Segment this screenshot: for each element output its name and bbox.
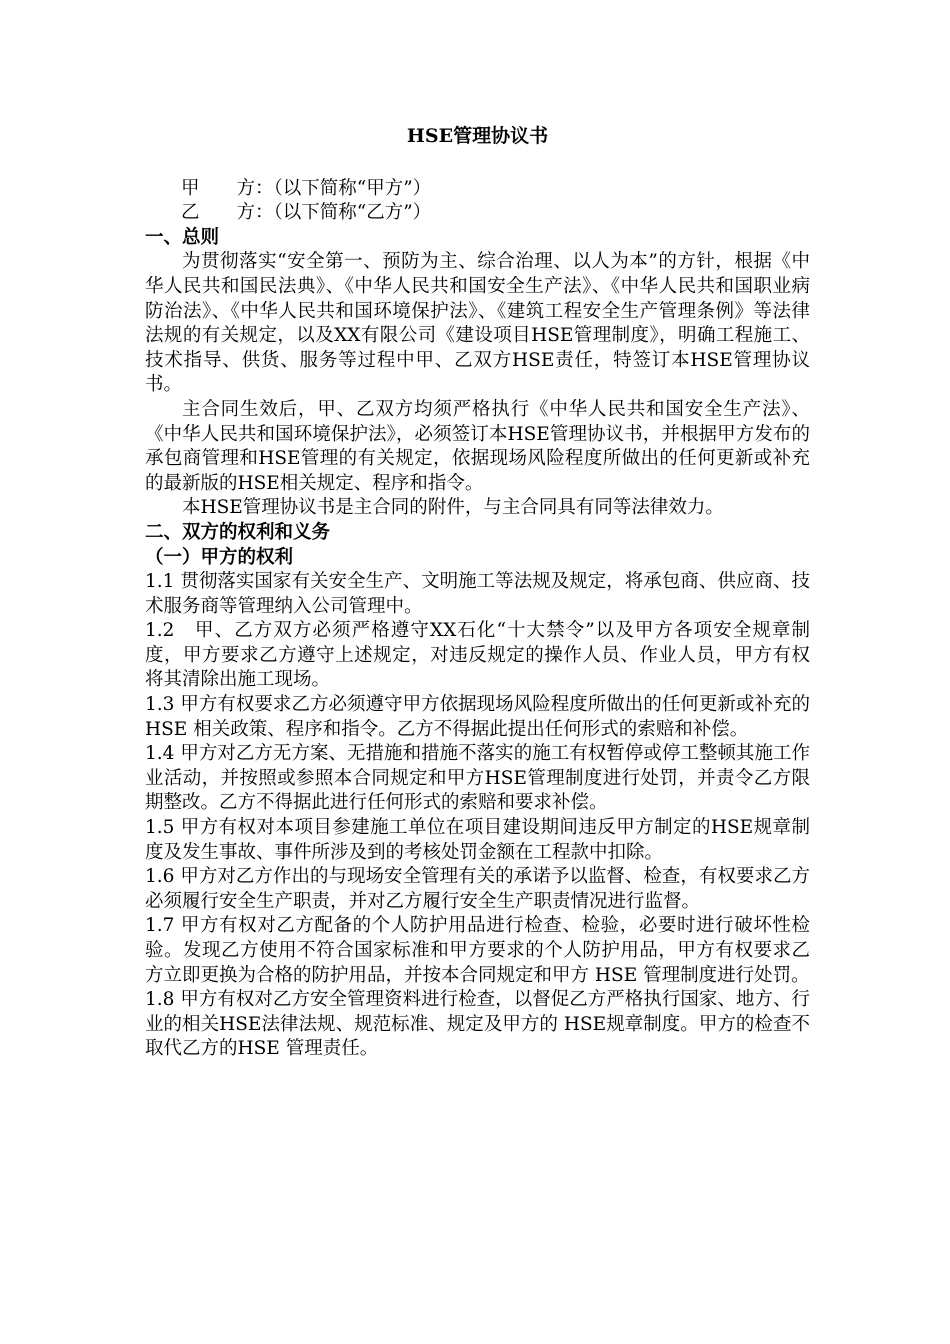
clause-1-1: 1.1 贯彻落实国家有关安全生产、文明施工等法规及规定，将承包商、供应商、技术服务商等管理纳入公司管理中。 — [145, 571, 810, 617]
clause-1-8: 1.8 甲方有权对乙方安全管理资料进行检查，以督促乙方严格执行国家、地方、行业的相关HSE法律法规、规范标准、规定及甲方的 HSE规章制度。甲方的检查不取代乙方的HSE 管理责任。 — [145, 989, 810, 1060]
subsection-heading-party-a-rights: （一）甲方的权利 — [145, 546, 294, 568]
section-heading-rights: 二、双方的权利和义务 — [145, 521, 331, 543]
general-paragraph: 本HSE管理协议书是主合同的附件，与主合同具有同等法律效力。 — [182, 497, 724, 519]
clause-1-2: 1.2 甲、乙方双方必须严格遵守XX石化“十大禁令”以及甲方各项安全规章制度，甲方要求乙方遵守上述规定，对违反规定的操作人员、作业人员，甲方有权将其清除出施工现场。 — [145, 620, 810, 691]
party-b-line: 乙 方：（以下简称“乙方”） — [181, 202, 432, 224]
document-body — [145, 124, 810, 1062]
clause-1-5: 1.5 甲方有权对本项目参建施工单位在项目建设期间违反甲方制定的HSE规章制度及发生事故、事件所涉及到的考核处罚金额在工程款中扣除。 — [145, 817, 810, 863]
document-title: HSE管理协议书 — [406, 125, 549, 147]
clause-1-3: 1.3 甲方有权要求乙方必须遵守甲方依据现场风险程度所做出的任何更新或补充的HSE 相关政策、程序和指令。乙方不得据此提出任何形式的索赔和补偿。 — [145, 694, 810, 740]
clause-1-6: 1.6 甲方对乙方作出的与现场安全管理有关的承诺予以监督、检查，有权要求乙方必须履行安全生产职责，并对乙方履行安全生产职责情况进行监督。 — [145, 866, 810, 912]
clause-1-4: 1.4 甲方对乙方无方案、无措施和措施不落实的施工有权暂停或停工整顿其施工作业活动，并按照或参照本合同规定和甲方HSE管理制度进行处罚，并责令乙方限期整改。乙方不得据此进行任何形式的索赔和要求补偿。 — [145, 743, 810, 814]
clause-1-7: 1.7 甲方有权对乙方配备的个人防护用品进行检查、检验，必要时进行破坏性检验。发现乙方使用不符合国家标准和甲方要求的个人防护用品，甲方有权要求乙方立即更换为合格的防护用品，并按本合同规定和甲方 HSE 管理制度进行处罚。 — [145, 915, 810, 986]
section-heading-general: 一、总则 — [145, 226, 220, 248]
party-a-line: 甲 方：（以下简称“甲方”） — [181, 177, 432, 199]
general-paragraph: 为贯彻落实“安全第一、预防为主、综合治理、以人为本”的方针，根据《中华人民共和国民法典》、《中华人民共和国安全生产法》、《中华人民共和国职业病防治法》、《中华人民共和国环境保护法》、《建筑工程安全生产管理条例》等法律法规的有关规定，以及XX有限公司《建设项目HSE管理制度》，明确工程施工、技术指导、供货、服务等过程中甲、乙双方HSE责任，特签订本HSE管理协议书。 — [145, 251, 810, 396]
general-paragraph: 主合同生效后，甲、乙双方均须严格执行《中华人民共和国安全生产法》、《中华人民共和国环境保护法》，必须签订本HSE管理协议书，并根据甲方发布的承包商管理和HSE管理的有关规定，依据现场风险程度所做出的任何更新或补充的最新版的HSE相关规定、程序和指令。 — [145, 398, 810, 494]
